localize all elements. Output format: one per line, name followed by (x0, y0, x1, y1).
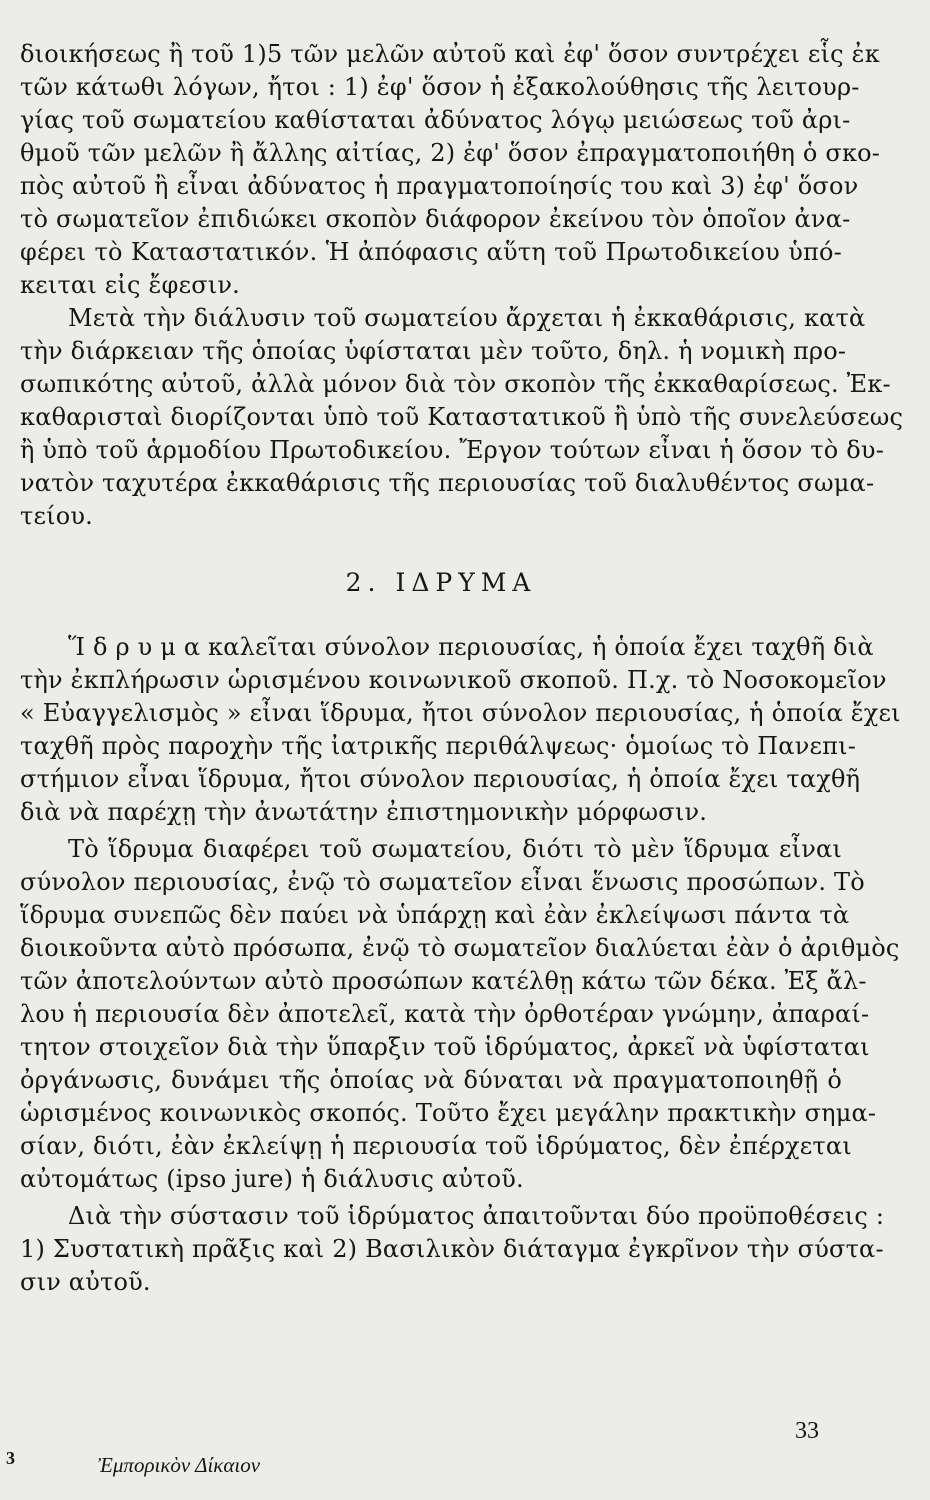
text-line: θμοῦ τῶν μελῶν ἢ ἄλλης αἰτίας, 2) ἐφ' ὅσον ἐπραγματοποιήθη ὁ σκο- (20, 139, 881, 167)
text-line: διὰ νὰ παρέχῃ τὴν ἀνωτάτην ἐπιστημονικὴν μόρφωσιν. (20, 798, 708, 826)
text-line: τῶν ἀποτελούντων αὐτὸ προσώπων κατέλθῃ κάτω τῶν δέκα. Ἐξ ἄλ- (20, 967, 867, 995)
text-line: γίας τοῦ σωματείου καθίσταται ἀδύνατος λόγῳ μειώσεως τοῦ ἀρι- (20, 106, 851, 134)
text-line: σωπικότης αὐτοῦ, ἀλλὰ μόνον διὰ τὸν σκοπὸν τῆς ἐκκαθαρίσεως. Ἐκ- (20, 370, 891, 398)
text-line: Διὰ τὴν σύστασιν τοῦ ἱδρύματος ἀπαιτοῦνται δύο προϋποθέσεις : (68, 1202, 885, 1230)
text-line: λου ἡ περιουσία δὲν ἀποτελεῖ, κατὰ τὴν ὀρθοτέραν γνώμην, ἀπαραί- (20, 1000, 870, 1028)
text-line: « Εὐαγγελισμὸς » εἶναι ἵδρυμα, ἤτοι σύνολον περιουσίας, ἡ ὁποία ἔχει (20, 699, 901, 727)
text-line: σύνολον περιουσίας, ἐνῷ τὸ σωματεῖον εἶναι ἕνωσις προσώπων. Τὸ (20, 868, 865, 896)
paragraph-foundation-vs-association (20, 833, 900, 1196)
text-line: ταχθῆ πρὸς παροχὴν τῆς ἰατρικῆς περιθάλψεως· ὁμοίως τὸ Πανεπι- (20, 732, 857, 760)
page-number: 33 (795, 1418, 819, 1444)
text-line: νατὸν ταχυτέρα ἐκκαθάρισις τῆς περιουσίας τοῦ διαλυθέντος σωμα- (20, 469, 875, 497)
paragraph-foundation-definition (20, 631, 901, 829)
text-line: ἢ ὑπὸ τοῦ ἁρμοδίου Πρωτοδικείου. Ἔργον τούτων εἶναι ἡ ὅσον τὸ δυ- (20, 436, 885, 464)
text-line: ὡρισμένος κοινωνικὸς σκοπός. Τοῦτο ἔχει μεγάλην πρακτικὴν σημα- (20, 1099, 877, 1127)
text-line: σιν αὐτοῦ. (20, 1268, 151, 1296)
text-line: 1) Συστατικὴ πρᾶξις καὶ 2) Βασιλικὸν διάταγμα ἐγκρῖνον τὴν σύστα- (20, 1235, 884, 1263)
text-line: τὴν ἐκπλήρωσιν ὡρισμένου κοινωνικοῦ σκοποῦ. Π.χ. τὸ Νοσοκομεῖον (20, 666, 887, 694)
paragraph-establishment-requirements (20, 1200, 885, 1299)
text-line: πὸς αὐτοῦ ἢ εἶναι ἀδύνατος ἡ πραγματοποίησίς του καὶ 3) ἐφ' ὅσον (20, 172, 859, 200)
text-line: ὀργάνωσις, δυνάμει τῆς ὁποίας νὰ δύναται νὰ πραγματοποιηθῇ ὁ (20, 1066, 842, 1094)
footer-book-title: Ἐμπορικὸν Δίκαιον (98, 1453, 261, 1477)
text-line: τὸ σωματεῖον ἐπιδιώκει σκοπὸν διάφορον ἐκείνου τὸν ὁποῖον ἀνα- (20, 205, 851, 233)
text-line: ἵδρυμα συνεπῶς δὲν παύει νὰ ὑπάρχῃ καὶ ἐὰν ἐκλείψωσι πάντα τὰ (20, 901, 850, 929)
text-line: Ἵ δ ρ υ μ α καλεῖται σύνολον περιουσίας, ἡ ὁποία ἔχει ταχθῆ διὰ (68, 633, 874, 661)
text-line: στήμιον εἶναι ἵδρυμα, ἤτοι σύνολον περιουσίας, ἡ ὁποία ἔχει ταχθῆ (20, 765, 861, 793)
text-line: τητον στοιχεῖον διὰ τὴν ὕπαρξιν τοῦ ἱδρύματος, ἀρκεῖ νὰ ὑφίσταται (20, 1033, 870, 1061)
text-line: Μετὰ τὴν διάλυσιν τοῦ σωματείου ἄρχεται ἡ ἐκκαθάρισις, κατὰ (68, 304, 866, 332)
text-line: φέρει τὸ Καταστατικόν. Ἡ ἀπόφασις αὕτη τοῦ Πρωτοδικείου ὑπό- (20, 238, 842, 266)
text-line: διοικήσεως ἢ τοῦ 1)5 τῶν μελῶν αὐτοῦ καὶ ἐφ' ὅσον συντρέχει εἷς ἐκ (20, 40, 880, 68)
paragraph-liquidation (20, 302, 904, 533)
text-line: σίαν, διότι, ἐὰν ἐκλείψῃ ἡ περιουσία τοῦ ἱδρύματος, δὲν ἐπέρχεται (20, 1132, 852, 1160)
text-line: κειται εἰς ἔφεσιν. (20, 271, 241, 299)
signature-mark: 3 (6, 1448, 15, 1468)
paragraph-dissolution-grounds (20, 38, 881, 302)
section-heading: 2. ΙΔΡΥΜΑ (345, 568, 537, 597)
text-line: αὐτομάτως (ipso jure) ἡ διάλυσις αὐτοῦ. (20, 1165, 524, 1193)
text-line: διοικοῦντα αὐτὸ πρόσωπα, ἐνῷ τὸ σωματεῖον διαλύεται ἐὰν ὁ ἀριθμὸς (20, 934, 900, 962)
text-line: τείου. (20, 502, 93, 530)
text-line: Τὸ ἵδρυμα διαφέρει τοῦ σωματείου, διότι τὸ μὲν ἵδρυμα εἶναι (68, 835, 842, 863)
text-line: τῶν κάτωθι λόγων, ἤτοι : 1) ἐφ' ὅσον ἡ ἐξακολούθησις τῆς λειτουρ- (20, 73, 860, 101)
body-text (20, 38, 904, 1299)
text-line: καθαρισταὶ διορίζονται ὑπὸ τοῦ Καταστατικοῦ ἢ ὑπὸ τῆς συνελεύσεως (20, 403, 904, 431)
text-line: τὴν διάρκειαν τῆς ὁποίας ὑφίσταται μὲν τοῦτο, δηλ. ἡ νομικὴ προ- (20, 337, 847, 365)
